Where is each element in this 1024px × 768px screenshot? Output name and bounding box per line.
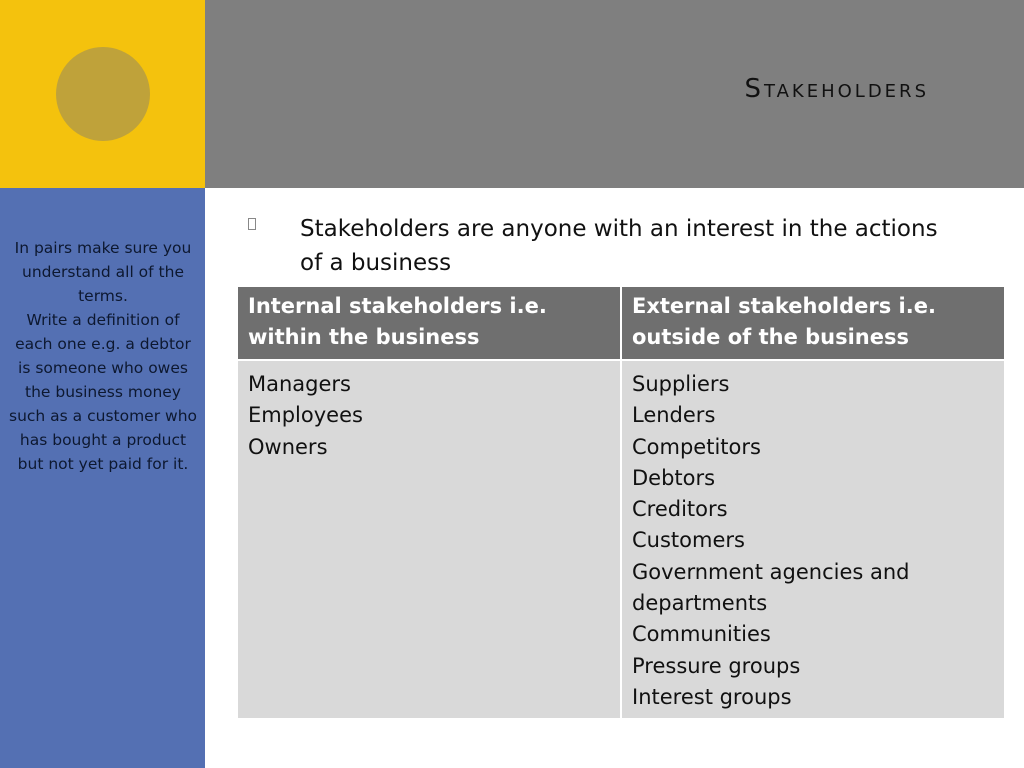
internal-item: Owners (248, 434, 328, 459)
title-bar (205, 0, 1024, 188)
side-note (8, 236, 198, 476)
external-item: Suppliers (632, 372, 730, 396)
yellow-corner-block (0, 0, 205, 188)
external-item: Interest groups (632, 684, 792, 709)
external-header: External stakeholders i.e. outside of the business (621, 287, 1004, 360)
table-header-row (238, 287, 1004, 360)
table-row (238, 360, 1004, 718)
square-bullet-icon (248, 218, 256, 230)
decorative-circle (56, 47, 150, 141)
external-item: Creditors (632, 497, 728, 522)
external-item: Communities (632, 622, 771, 647)
slide-title: Stakeholders (744, 74, 929, 104)
side-panel (0, 188, 205, 768)
stakeholders-table (238, 287, 1004, 718)
side-note-line: In pairs make sure you understand all of the terms. (14, 239, 192, 305)
external-item: Government agencies and departments (632, 559, 910, 616)
external-item: Competitors (632, 434, 761, 459)
internal-item: Managers (248, 372, 351, 396)
external-item: Lenders (632, 403, 716, 428)
external-list (621, 360, 1004, 718)
internal-list (238, 360, 621, 718)
internal-header: Internal stakeholders i.e. within the business (238, 287, 621, 360)
side-note-line: Write a definition of each one e.g. a debtor is someone who owes the business money such as a customer who has bought a product but not yet paid for it. (9, 311, 197, 473)
internal-item: Employees (248, 403, 363, 428)
external-item: Pressure groups (632, 653, 801, 678)
external-item: Debtors (632, 465, 716, 490)
external-item: Customers (632, 528, 745, 553)
bullet-text: Stakeholders are anyone with an interest in the actions of a business (300, 216, 938, 276)
